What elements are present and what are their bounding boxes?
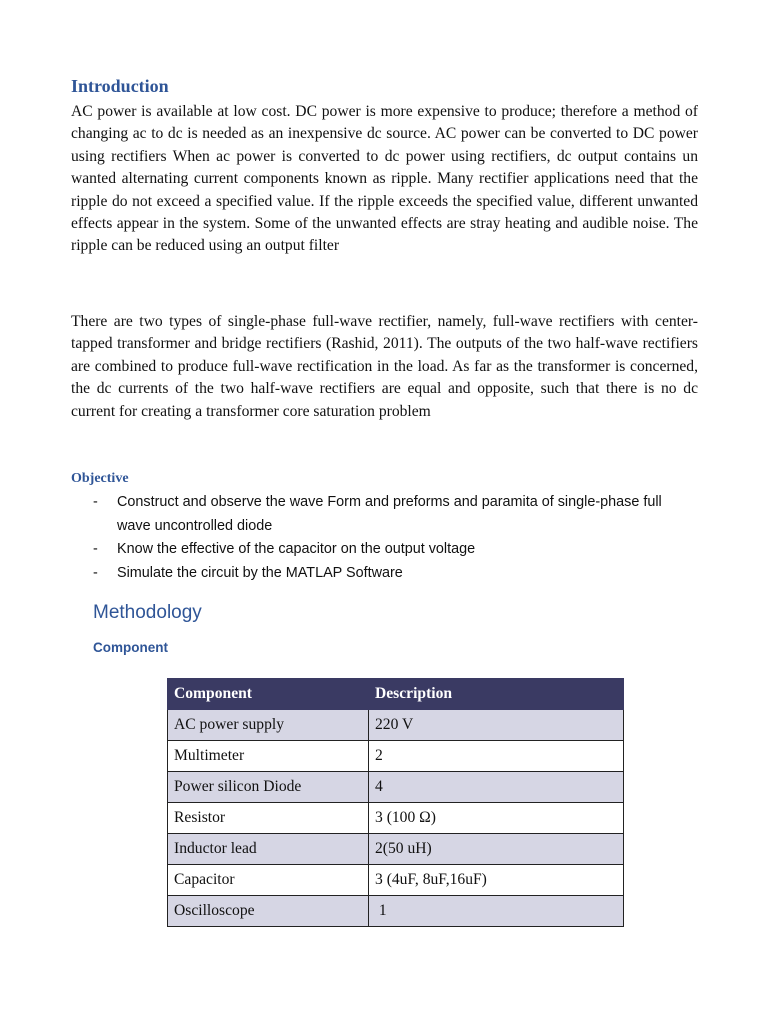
table-row [168,803,624,834]
table-cell: 3 (4uF, 8uF,16uF) [369,865,624,896]
objective-heading: Objective [71,471,129,486]
table-cell: Capacitor [168,865,369,896]
table-cell: 4 [369,772,624,803]
list-item [93,562,693,586]
table-cell: Resistor [168,803,369,834]
table-row [168,772,624,803]
introduction-paragraph-1: AC power is available at low cost. DC power is more expensive to produce; therefore a method of changing ac to dc is needed as an inexpensive dc source. AC power can be converted to DC power using rectifiers When ac power is converted to dc power using rectifiers, dc output contains un wanted alternating current components known as ripple. Many rectifier applications need that the ripple do not exceed a specified value. If the ripple exceeds the specified value, different unwanted effects appear in the system. Some of the unwanted effects are stray heating and audible noise. The ripple can be reduced using an output filter [71,103,698,255]
list-item [93,491,693,538]
component-table [167,678,624,927]
table-cell: Oscilloscope [168,896,369,927]
introduction-heading: Introduction [71,76,169,96]
table-cell: 220 V [369,710,624,741]
table-cell: 2(50 uH) [369,834,624,865]
table-row [168,710,624,741]
introduction-paragraph-2: There are two types of single-phase full-wave rectifier, namely, full-wave rectifiers with center-tapped transformer and bridge rectifiers (Rashid, 2011). The outputs of the two half-wave rectifiers are combined to produce full-wave rectification in the load. As far as the transformer is concerned, the dc currents of the two half-wave rectifiers are equal and opposite, such that there is no dc current for creating a transformer core saturation problem [71,313,698,420]
table-cell: 1 [369,896,624,927]
table-header-cell: Description [369,679,624,710]
table-header-row [168,679,624,710]
list-item [93,538,693,562]
objective-item-text: Simulate the circuit by the MATLAP Software [117,564,403,581]
table-row [168,896,624,927]
table-row [168,834,624,865]
table-cell: 3 (100 Ω) [369,803,624,834]
table-header-cell: Component [168,679,369,710]
methodology-heading: Methodology [93,602,202,623]
bullet-dash: - [93,564,98,581]
table-cell: Multimeter [168,741,369,772]
bullet-dash: - [93,494,98,510]
table-row [168,741,624,772]
objective-item-text: Construct and observe the wave Form and preforms and paramita of single-phase full wave uncontrolled diode [117,494,662,534]
table-cell: Power silicon Diode [168,772,369,803]
table-row [168,865,624,896]
table-cell: 2 [369,741,624,772]
table-cell: AC power supply [168,710,369,741]
component-subheading: Component [93,640,168,655]
table-cell: Inductor lead [168,834,369,865]
bullet-dash: - [93,541,98,557]
objective-item-text: Know the effective of the capacitor on the output voltage [117,541,476,557]
objective-list [93,491,693,585]
